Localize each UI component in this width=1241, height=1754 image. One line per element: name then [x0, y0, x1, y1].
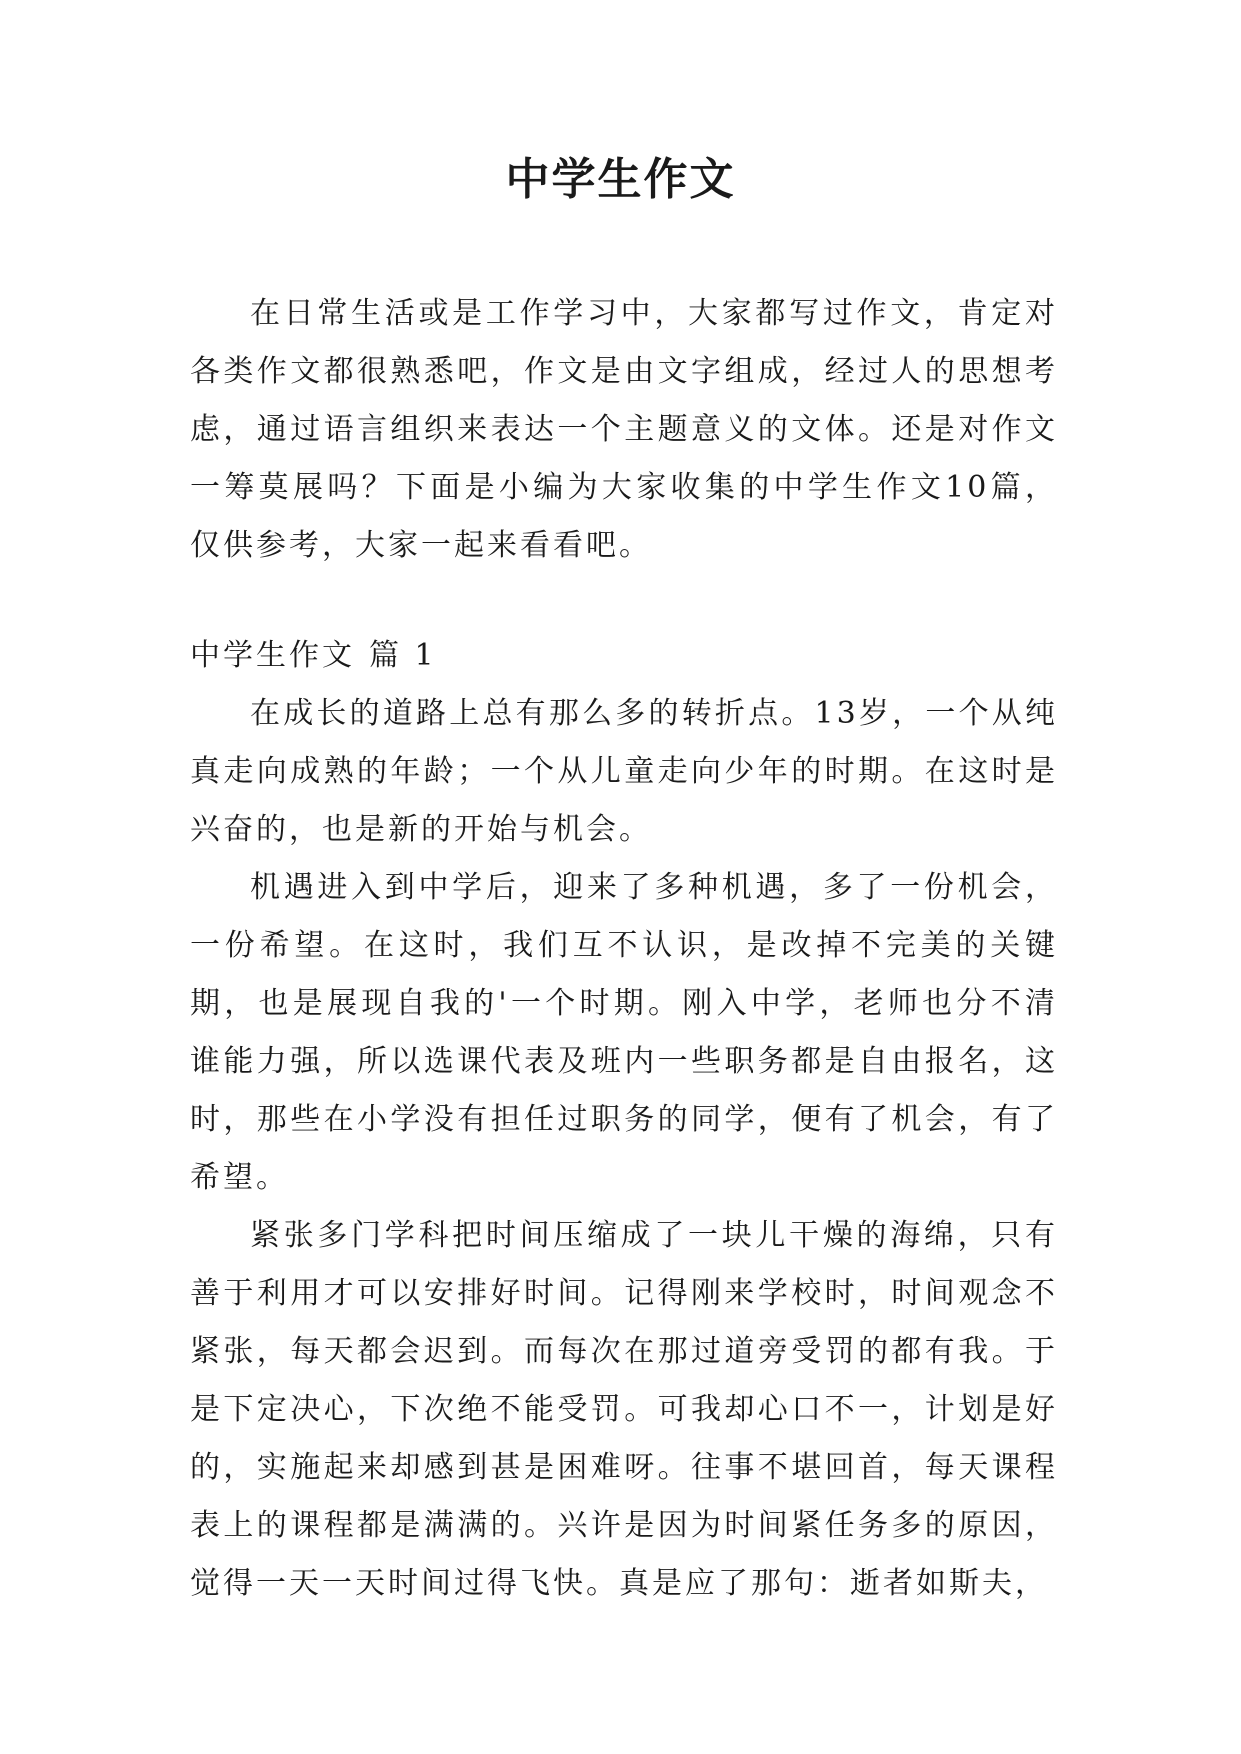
- section-heading-title: 中学生作文: [190, 638, 355, 673]
- document-title: 中学生作文: [505, 154, 736, 205]
- body-paragraph: 紧张多门学科把时间压缩成了一块儿干燥的海绵，只有善于利用才可以安排好时间。记得刚来学校时，时间观念不紧张，每天都会迟到。而每次在那过道旁受罚的都有我。于是下定决心，下次绝不能受罚。可我却心口不一，计划是好的，实施起来却感到甚是困难呀。往事不堪回首，每天课程表上的课程都是满满的。兴许是因为时间紧任务多的原因，觉得一天一天时间过得飞快。真是应了那句：逝者如斯夫，: [190, 1218, 1058, 1601]
- intro-paragraph: 在日常生活或是工作学习中，大家都写过作文，肯定对各类作文都很熟悉吧，作文是由文字组成，经过人的思想考虑，通过语言组织来表达一个主题意义的文体。还是对作文一筹莫展吗？下面是小编为大家收集的中学生作文10篇，仅供参考，大家一起来看看吧。: [190, 296, 1058, 563]
- section-heading-number: 篇 1: [369, 638, 437, 673]
- section-heading: [190, 627, 1058, 685]
- body-paragraph: 机遇进入到中学后，迎来了多种机遇，多了一份机会，一份希望。在这时，我们互不认识，是改掉不完美的关键期，也是展现自我的'一个时期。刚入中学，老师也分不清谁能力强，所以选课代表及班内一些职务都是自由报名，这时，那些在小学没有担任过职务的同学，便有了机会，有了希望。: [190, 870, 1058, 1195]
- body-paragraph: 在成长的道路上总有那么多的转折点。13岁，一个从纯真走向成熟的年龄；一个从儿童走向少年的时期。在这时是兴奋的，也是新的开始与机会。: [190, 696, 1058, 847]
- document-body: [190, 285, 1058, 1613]
